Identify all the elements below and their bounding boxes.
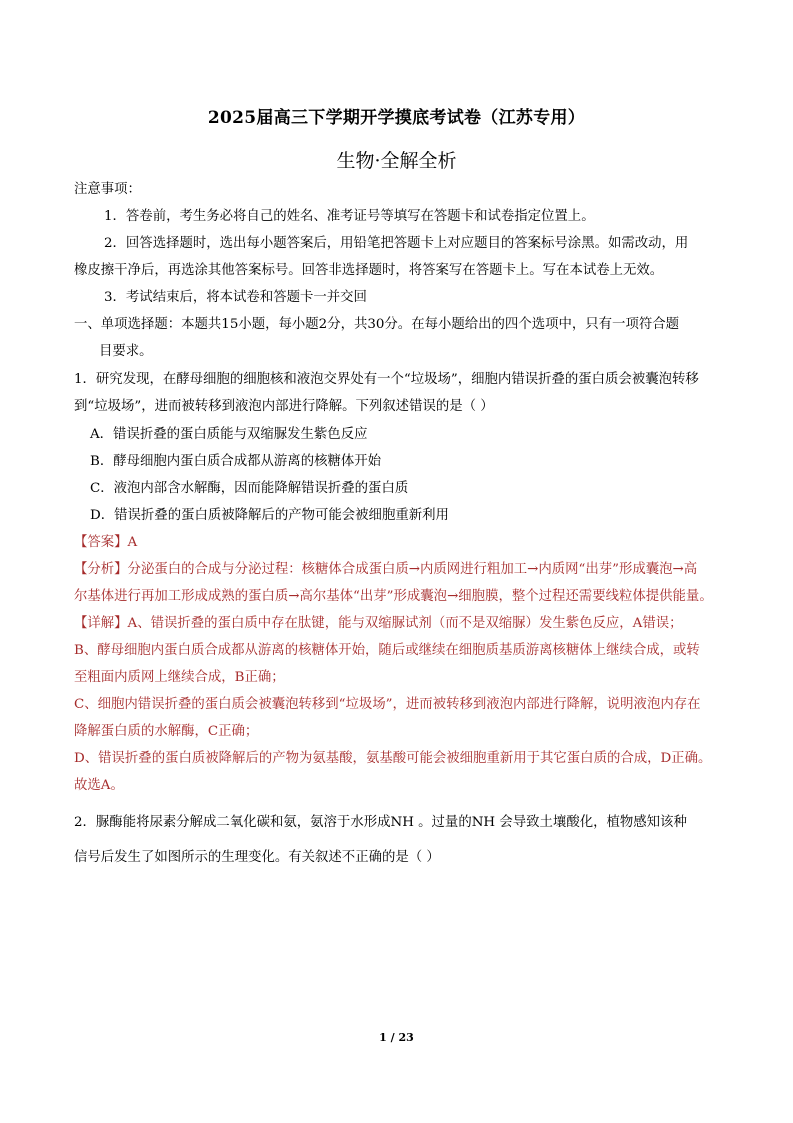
q1-analysis: 【分析】分泌蛋白的合成与分泌过程：核糖体合成蛋白质→内质网进行粗加工→内质网“出芽”形成囊泡→高 (74, 562, 698, 577)
q1-conclusion: 故选A。 (74, 778, 124, 793)
q1-detail-b-cont: 至粗面内质网上继续合成，B正确； (74, 670, 285, 685)
q1-detail-c: C、细胞内错误折叠的蛋白质会被囊泡转移到“垃圾场”，进而被转移到液泡内部进行降解，说明液泡内存在 (74, 697, 701, 712)
q1-detail-d: D、错误折叠的蛋白质被降解后的产物为氨基酸，氨基酸可能会被细胞重新用于其它蛋白质的合成，D正确。 (74, 751, 712, 766)
q2-stem-cont: 信号后发生了如图所示的生理变化。有关叙述不正确的是（ ） (74, 850, 440, 865)
q1-detail-c-cont: 降解蛋白质的水解酶，C正确； (74, 724, 259, 739)
q1-stem: 1．研究发现，在酵母细胞的细胞核和液泡交界处有一个“垃圾场”，细胞内错误折叠的蛋白质会被囊泡转移 (74, 372, 699, 387)
q1-option-d: D．错误折叠的蛋白质被降解后的产物可能会被细胞重新利用 (90, 508, 449, 523)
section-heading: 一、单项选择题：本题共15小题，每小题2分，共30分。在每小题给出的四个选项中，只有一项符合题 (74, 317, 680, 332)
q1-analysis-cont: 尔基体进行再加工形成成熟的蛋白质→高尔基体“出芽”形成囊泡→细胞膜，整个过程还需要线粒体提供能量。 (74, 589, 713, 604)
exam-subtitle: 生物·全解全析 (336, 150, 457, 172)
exam-title: 2025届高三下学期开学摸底考试卷（江苏专用） (207, 108, 586, 128)
notes-item-3: 3．考试结束后，将本试卷和答题卡一并交回 (104, 290, 367, 305)
q1-option-a: A．错误折叠的蛋白质能与双缩脲发生紫色反应 (90, 427, 368, 442)
notes-item-1: 1．答卷前，考生务必将自己的姓名、准考证号等填写在答题卡和试卷指定位置上。 (104, 209, 595, 224)
notes-item-2: 2．回答选择题时，选出每小题答案后，用铅笔把答题卡上对应题目的答案标号涂黑。如需改动，用 (104, 236, 689, 251)
q1-option-b: B．酵母细胞内蛋白质合成都从游离的核糖体开始 (90, 454, 382, 469)
q1-detail-a: 【详解】A、错误折叠的蛋白质中存在肽键，能与双缩脲试剂（而不是双缩脲）发生紫色反应，A错误； (74, 616, 683, 631)
q1-stem-cont: 到“垃圾场”，进而被转移到液泡内部进行降解。下列叙述错误的是（ ） (74, 399, 494, 414)
q2-stem: 2．脲酶能将尿素分解成二氧化碳和氨，氨溶于水形成NH 。过量的NH 会导致土壤酸化，植物感知该种 (74, 815, 687, 830)
notes-item-2-cont: 橡皮擦干净后，再选涂其他答案标号。回答非选择题时，将答案写在答题卡上。写在本试卷上无效。 (74, 263, 664, 278)
section-heading-cont: 目要求。 (99, 344, 153, 359)
page-number: 1 / 23 (379, 1031, 414, 1044)
notes-heading: 注意事项： (74, 182, 141, 197)
q1-option-c: C．液泡内部含水解酶，因而能降解错误折叠的蛋白质 (90, 481, 409, 496)
q1-detail-b: B、酵母细胞内蛋白质合成都从游离的核糖体开始，随后或继续在细胞质基质游离核糖体上继续合成，或转 (74, 643, 700, 658)
q1-answer: 【答案】A (74, 535, 138, 550)
